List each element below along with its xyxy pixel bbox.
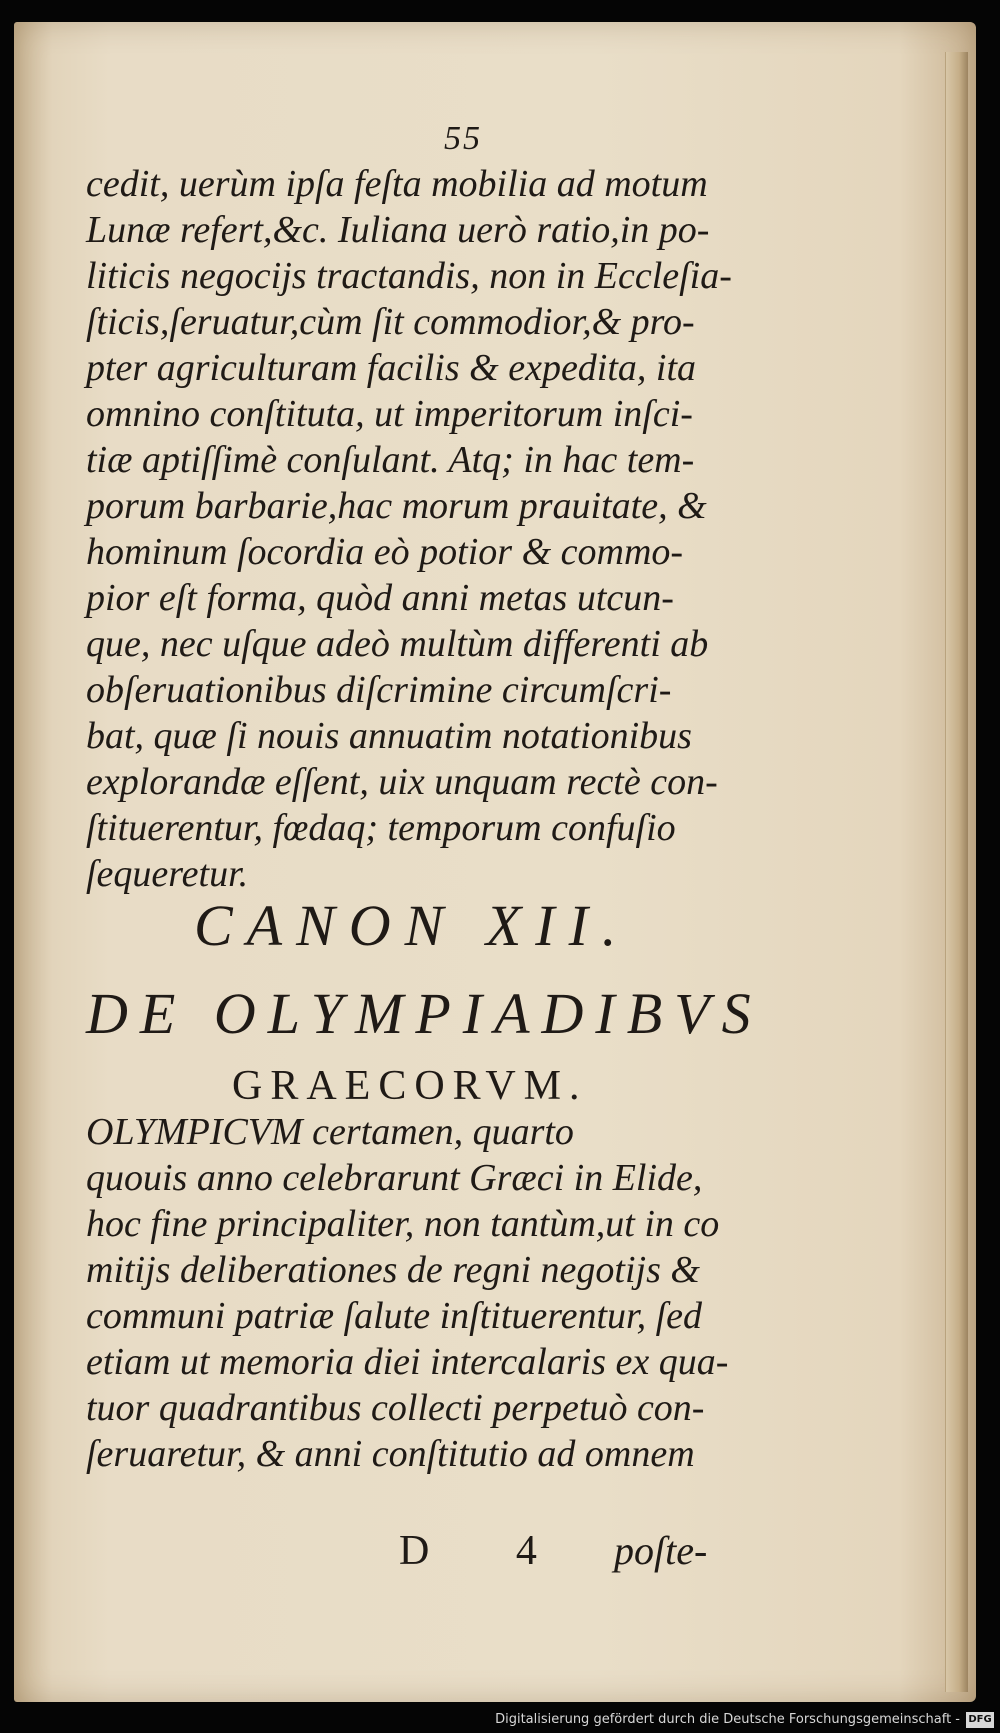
page-number: 55 bbox=[444, 120, 482, 157]
text-line: cedit, uerùm ipſa feſta mobilia ad motum bbox=[86, 163, 708, 205]
text-line: ſticis,ſeruatur,cùm ſit commodior,& pro- bbox=[86, 301, 695, 343]
text-line: etiam ut memoria diei intercalaris ex qua- bbox=[86, 1341, 729, 1383]
book-page bbox=[14, 22, 976, 1702]
text-line: omnino conſtituta, ut imperitorum inſci- bbox=[86, 393, 693, 435]
text-line: que, nec uſque adeò multùm differenti ab bbox=[86, 623, 709, 665]
text-line: ſtituerentur, fœdaq; temporum confuſio bbox=[86, 807, 676, 849]
text-line: mitijs deliberationes de regni negotijs & bbox=[86, 1249, 700, 1291]
text-line: hoc fine principaliter, non tantùm,ut in co bbox=[86, 1203, 720, 1245]
text-line: tuor quadrantibus collecti perpetuò con- bbox=[86, 1387, 705, 1429]
page-edge bbox=[945, 52, 968, 1692]
text-line: ſeruaretur, & anni conſtitutio ad omnem bbox=[86, 1433, 695, 1475]
text-line: obſeruationibus diſcrimine circumſcri- bbox=[86, 669, 672, 711]
chapter-subtitle: GRAECORVM. bbox=[232, 1063, 588, 1109]
text-line: tiæ aptiſſimè conſulant. Atq; in hac tem- bbox=[86, 439, 695, 481]
text-line: liticis negocijs tractandis, non in Eccleſia- bbox=[86, 255, 732, 297]
canon-heading: CANON XII. bbox=[194, 893, 631, 958]
text-line: OLYMPICVM certamen, quarto bbox=[86, 1111, 574, 1153]
catchword: poſte- bbox=[614, 1528, 708, 1573]
text-line: explorandæ eſſent, uix unquam rectè con- bbox=[86, 761, 718, 803]
text-line: Lunæ refert,&c. Iuliana uerò ratio,in po- bbox=[86, 209, 710, 251]
text-line: pter agriculturam facilis & expedita, ita bbox=[86, 347, 697, 389]
dfg-logo: DFG bbox=[966, 1712, 994, 1728]
text-line: pior eſt forma, quòd anni metas utcun- bbox=[86, 577, 674, 619]
signature-mark: D 4 bbox=[399, 1528, 575, 1574]
text-line: ſequeretur. bbox=[86, 853, 249, 895]
text-line: communi patriæ ſalute inſtituerentur, ſed bbox=[86, 1295, 703, 1337]
text-line: hominum ſocordia eò potior & commo- bbox=[86, 531, 684, 573]
chapter-title: DE OLYMPIADIBVS bbox=[86, 981, 763, 1046]
text-line: quouis anno celebrarunt Græci in Elide, bbox=[86, 1157, 703, 1199]
text-line: porum barbarie,hac morum prauitate, & bbox=[86, 485, 707, 527]
digitization-credit: Digitalisierung gefördert durch die Deutsche Forschungsgemeinschaft - bbox=[495, 1712, 960, 1727]
text-line: bat, quæ ſi nouis annuatim notationibus bbox=[86, 715, 692, 757]
